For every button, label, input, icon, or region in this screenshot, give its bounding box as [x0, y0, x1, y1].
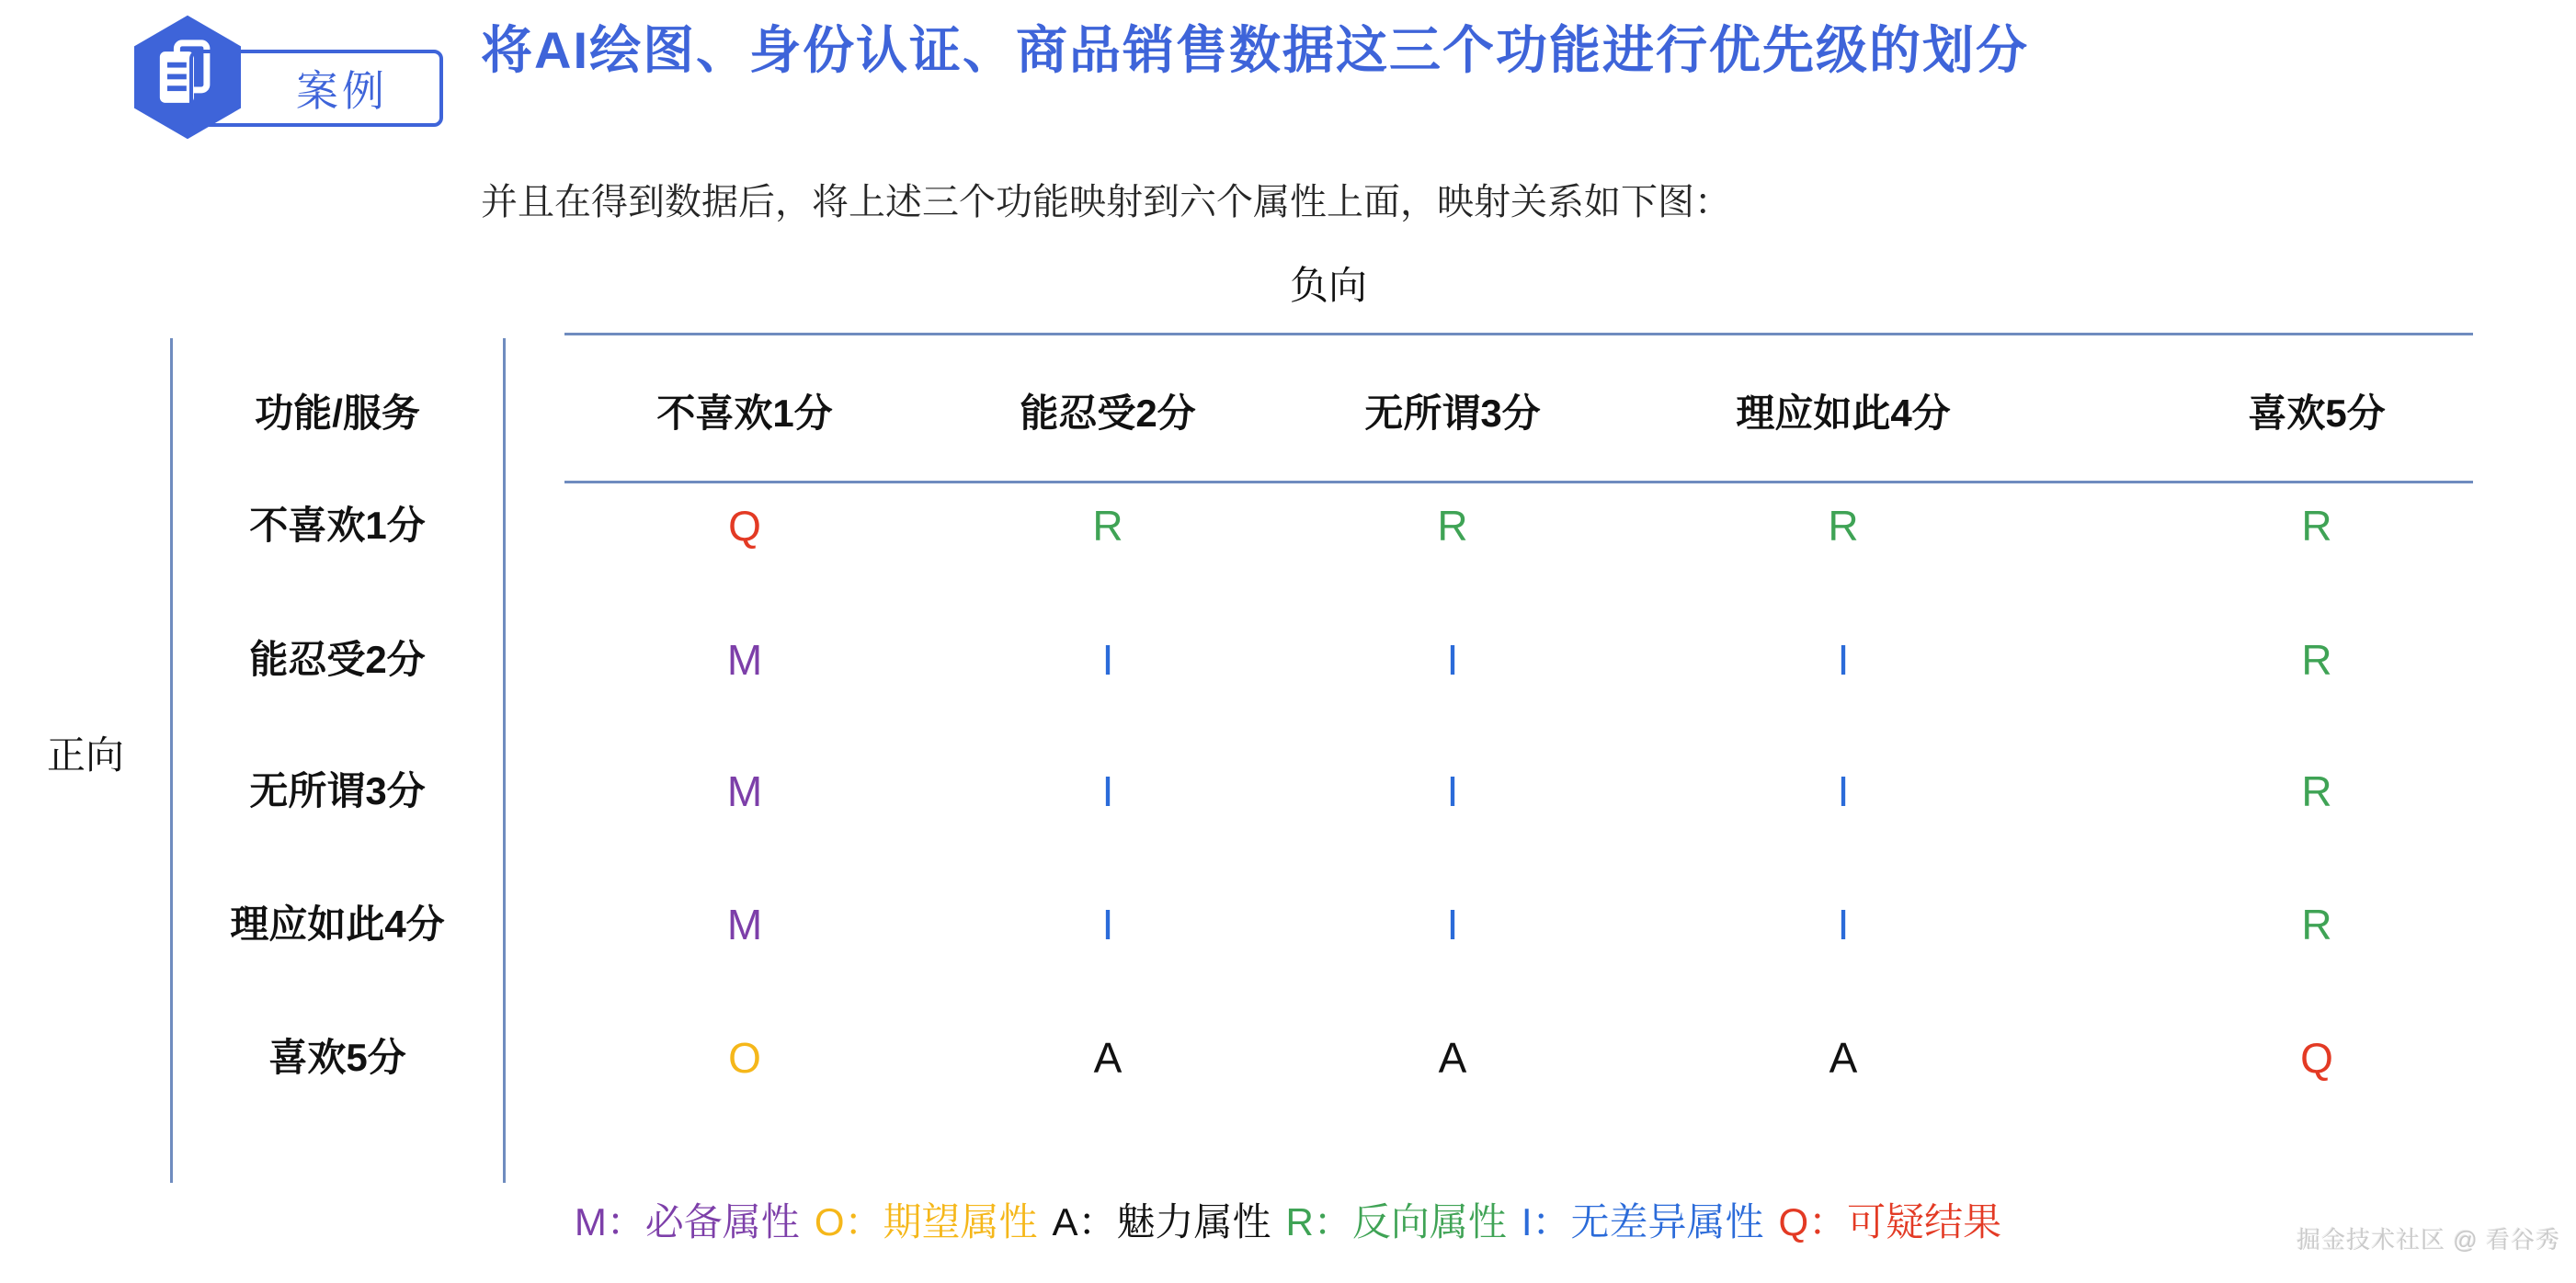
matrix-cell: I: [1446, 767, 1459, 815]
column-header: 理应如此4分: [1736, 392, 1951, 435]
legend: [0, 1200, 2576, 1243]
column-header: 无所谓3分: [1364, 392, 1541, 435]
matrix-cell: I: [1837, 901, 1850, 948]
row-header: 喜欢5分: [268, 1036, 406, 1079]
row-header: 理应如此4分: [230, 903, 445, 946]
matrix-cell: I: [1446, 901, 1459, 948]
matrix-cell: R: [1828, 502, 1859, 550]
matrix-cell: Q: [2300, 1034, 2333, 1082]
row-header: 不喜欢1分: [249, 504, 426, 547]
matrix-cell: R: [2301, 767, 2332, 815]
table-header-rule: [564, 481, 2473, 483]
case-badge-label: 案例: [296, 67, 388, 115]
column-header: 不喜欢1分: [656, 392, 833, 435]
column-header: 能忍受2分: [1020, 392, 1196, 435]
matrix-cell: A: [1438, 1034, 1467, 1082]
watermark: 掘金技术社区 @ 看谷秀: [2297, 1226, 2560, 1254]
legend-item: M：必备属性: [574, 1200, 800, 1243]
legend-item: I：无差异属性: [1521, 1200, 1764, 1243]
page-subtitle: 并且在得到数据后，将上述三个功能映射到六个属性上面，映射关系如下图：: [481, 182, 1731, 222]
matrix-cell: I: [1101, 636, 1114, 684]
matrix-cell: M: [726, 901, 763, 948]
corner-header: 功能/服务: [255, 392, 420, 435]
matrix-cell: R: [1437, 502, 1468, 550]
legend-item: O：期望属性: [814, 1200, 1038, 1243]
legend-item: R：反向属性: [1285, 1200, 1507, 1243]
page-title: 将AI绘图、身份认证、商品销售数据这三个功能进行优先级的划分: [481, 21, 2029, 79]
case-badge: [189, 50, 443, 127]
matrix-cell: I: [1837, 767, 1850, 815]
matrix-cell: Q: [728, 502, 761, 550]
matrix-cell: I: [1101, 767, 1114, 815]
row-header: 无所谓3分: [249, 769, 426, 812]
row-header: 能忍受2分: [249, 638, 426, 681]
matrix-cell: R: [1092, 502, 1123, 550]
matrix-cell: I: [1837, 636, 1850, 684]
legend-item: Q：可疑结果: [1778, 1200, 2002, 1243]
table-top-rule: [564, 333, 2473, 335]
legend-item: A：魅力属性: [1052, 1200, 1271, 1243]
positive-axis-label: 正向: [46, 733, 124, 777]
matrix-cell: O: [728, 1034, 761, 1082]
matrix-cell: I: [1101, 901, 1114, 948]
matrix-cell: A: [1093, 1034, 1123, 1082]
column-header: 喜欢5分: [2248, 392, 2386, 435]
matrix-cell: R: [2301, 502, 2332, 550]
matrix-cell: M: [726, 767, 763, 815]
matrix-cell: R: [2301, 901, 2332, 948]
matrix-cell: A: [1829, 1034, 1858, 1082]
matrix-cell: M: [726, 636, 763, 684]
negative-axis-label: 负向: [1289, 264, 1367, 307]
matrix-cell: I: [1446, 636, 1459, 684]
matrix-cell: R: [2301, 636, 2332, 684]
